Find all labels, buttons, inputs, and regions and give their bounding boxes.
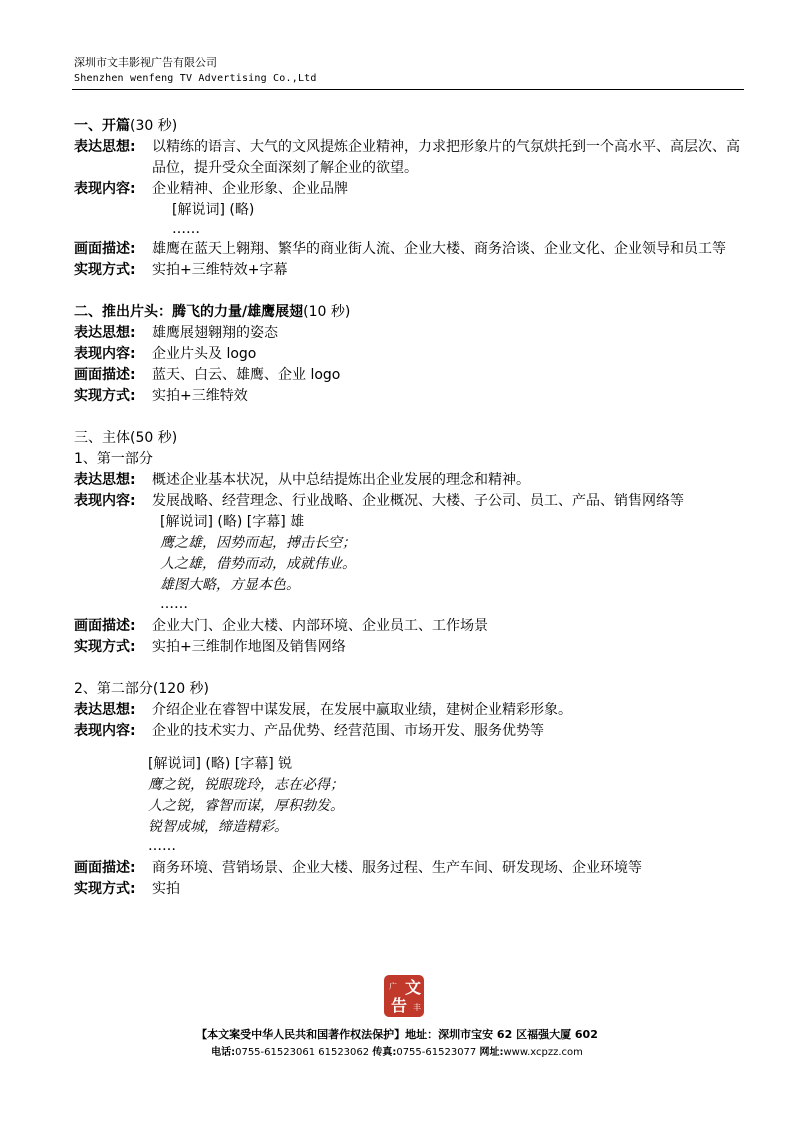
- s3-p2-poem-3: 锐智成城，缔造精彩。: [148, 819, 288, 835]
- section-2-title: 二、推出片头：腾飞的力量/雄鹰展翅(10 秒): [74, 304, 351, 320]
- s3-p1-content: 发展战略、经营理念、行业战略、企业概况、大楼、子公司、员工、产品、销售网络等: [152, 493, 684, 509]
- thought-label: 表达思想:: [74, 325, 136, 341]
- s3-p2-poem-2: 人之锐，睿智而谋，厚积勃发。: [148, 798, 344, 814]
- thought-label: 表达思想:: [74, 139, 136, 155]
- s3-p1-scene-row: [74, 616, 746, 637]
- s1-thought: 以精练的语言、大气的文风提炼企业精神，力求把形象片的气氛烘托到一个高水平、高层次、高品位，提升受众全面深刻了解企业的欲望。: [152, 139, 740, 176]
- s3-p1-content-row: [74, 491, 746, 512]
- seal-char-2: 告: [390, 996, 408, 1015]
- scene-label: 画面描述:: [74, 860, 136, 876]
- s3-p2-scene: 商务环境、营销场景、企业大楼、服务过程、生产车间、研发现场、企业环境等: [152, 860, 642, 876]
- s3-p1-ellipsis: ……: [160, 596, 188, 612]
- s3-p1-method: 实拍+三维制作地图及销售网络: [152, 639, 346, 655]
- s3-p1-method-row: [74, 637, 746, 658]
- s1-content: 企业精神、企业形象、企业品牌: [152, 181, 348, 197]
- method-label: 实现方式:: [74, 388, 136, 404]
- s3-p1-poem-2: 人之雄，借势而动，成就伟业。: [160, 556, 356, 572]
- seal-char-3: 广: [389, 982, 397, 991]
- s2-method-row: [74, 386, 746, 407]
- s3-p1-scene: 企业大门、企业大楼、内部环境、企业员工、工作场景: [152, 618, 488, 634]
- scene-label: 画面描述:: [74, 367, 136, 383]
- s2-scene: 蓝天、白云、雄鹰、企业 logo: [152, 367, 341, 383]
- s3-p2-ellipsis: ……: [148, 838, 176, 854]
- s2-thought: 雄鹰展翅翱翔的姿态: [152, 325, 278, 341]
- s3-p1-thought-row: [74, 470, 746, 491]
- s1-method-row: [74, 260, 746, 281]
- s1-content-row: [74, 179, 746, 200]
- s1-thought-row: [74, 137, 746, 179]
- phone-label: 电话:: [211, 1047, 236, 1058]
- thought-label: 表达思想:: [74, 702, 136, 718]
- s3-p2-thought-row: [74, 700, 746, 721]
- s3-p2-method-row: [74, 879, 746, 900]
- s2-content: 企业片头及 logo: [152, 346, 257, 362]
- content-label: 表现内容:: [74, 723, 136, 739]
- s1-scene: 雄鹰在蓝天上翱翔、繁华的商业街人流、企业大楼、商务洽谈、企业文化、企业领导和员工等: [152, 241, 726, 257]
- fax-value: 0755-61523077: [396, 1047, 477, 1058]
- header-divider: [72, 89, 744, 90]
- s3-part1-title: 1、第一部分: [74, 451, 153, 467]
- s3-part2-title: 2、第二部分(120 秒): [74, 681, 210, 697]
- content-label: 表现内容:: [74, 493, 136, 509]
- scene-label: 画面描述:: [74, 241, 136, 257]
- s3-p2-content-row: [74, 721, 746, 742]
- s1-method: 实拍+三维特效+字幕: [152, 262, 288, 278]
- s1-scene-row: [74, 239, 746, 260]
- s2-content-row: [74, 344, 746, 365]
- section-3-title: 三、主体(50 秒): [74, 430, 178, 446]
- thought-label: 表达思想:: [74, 472, 136, 488]
- header-company-cn: 深圳市文丰影视广告有限公司: [74, 56, 217, 69]
- s3-p1-poem-1: 鹰之雄，因势而起，搏击长空；: [160, 535, 356, 551]
- s3-p1-narration: [解说词] (略) [字幕] 雄: [160, 514, 305, 530]
- s3-p2-narration: [解说词] (略) [字幕] 锐: [148, 756, 293, 772]
- seal-char-1: 文: [404, 978, 422, 997]
- s1-ellipsis: ……: [172, 221, 200, 237]
- header-company-en: Shenzhen wenfeng TV Advertising Co.,Ltd: [74, 73, 317, 84]
- s3-p2-thought: 介绍企业在睿智中谋发展，在发展中赢取业绩，建树企业精彩形象。: [152, 702, 572, 718]
- web-label: 网址:: [479, 1047, 504, 1058]
- section-1-title: 一、开篇(30 秒): [74, 118, 178, 134]
- s2-thought-row: [74, 323, 746, 344]
- s3-p2-method: 实拍: [152, 881, 180, 897]
- footer-copyright-address: 【本文案受中华人民共和国著作权法保护】地址：深圳市宝安 62 区福强大厦 602: [196, 1028, 598, 1041]
- scene-label: 画面描述:: [74, 618, 136, 634]
- fax-label: 传真:: [372, 1047, 397, 1058]
- web-value: www.xcpzz.com: [503, 1047, 583, 1058]
- s3-p1-thought: 概述企业基本状况，从中总结提炼出企业发展的理念和精神。: [152, 472, 530, 488]
- s3-p2-poem-1: 鹰之锐，锐眼珑玲，志在必得；: [148, 777, 344, 793]
- content-label: 表现内容:: [74, 346, 136, 362]
- method-label: 实现方式:: [74, 881, 136, 897]
- document-body: [74, 116, 746, 900]
- s3-p2-scene-row: [74, 858, 746, 879]
- s2-scene-row: [74, 365, 746, 386]
- s3-p2-content: 企业的技术实力、产品优势、经营范围、市场开发、服务优势等: [152, 723, 544, 739]
- content-label: 表现内容:: [74, 181, 136, 197]
- method-label: 实现方式:: [74, 639, 136, 655]
- method-label: 实现方式:: [74, 262, 136, 278]
- phone-value: 0755-61523061 61523062: [235, 1047, 370, 1058]
- s3-p1-poem-3: 雄图大略，方显本色。: [160, 577, 300, 593]
- footer-contact: [0, 1043, 794, 1058]
- s2-method: 实拍+三维特效: [152, 388, 248, 404]
- company-seal-logo: [384, 975, 424, 1017]
- seal-char-4: 丰: [413, 1003, 421, 1012]
- s1-narration: [解说词] (略): [172, 202, 255, 218]
